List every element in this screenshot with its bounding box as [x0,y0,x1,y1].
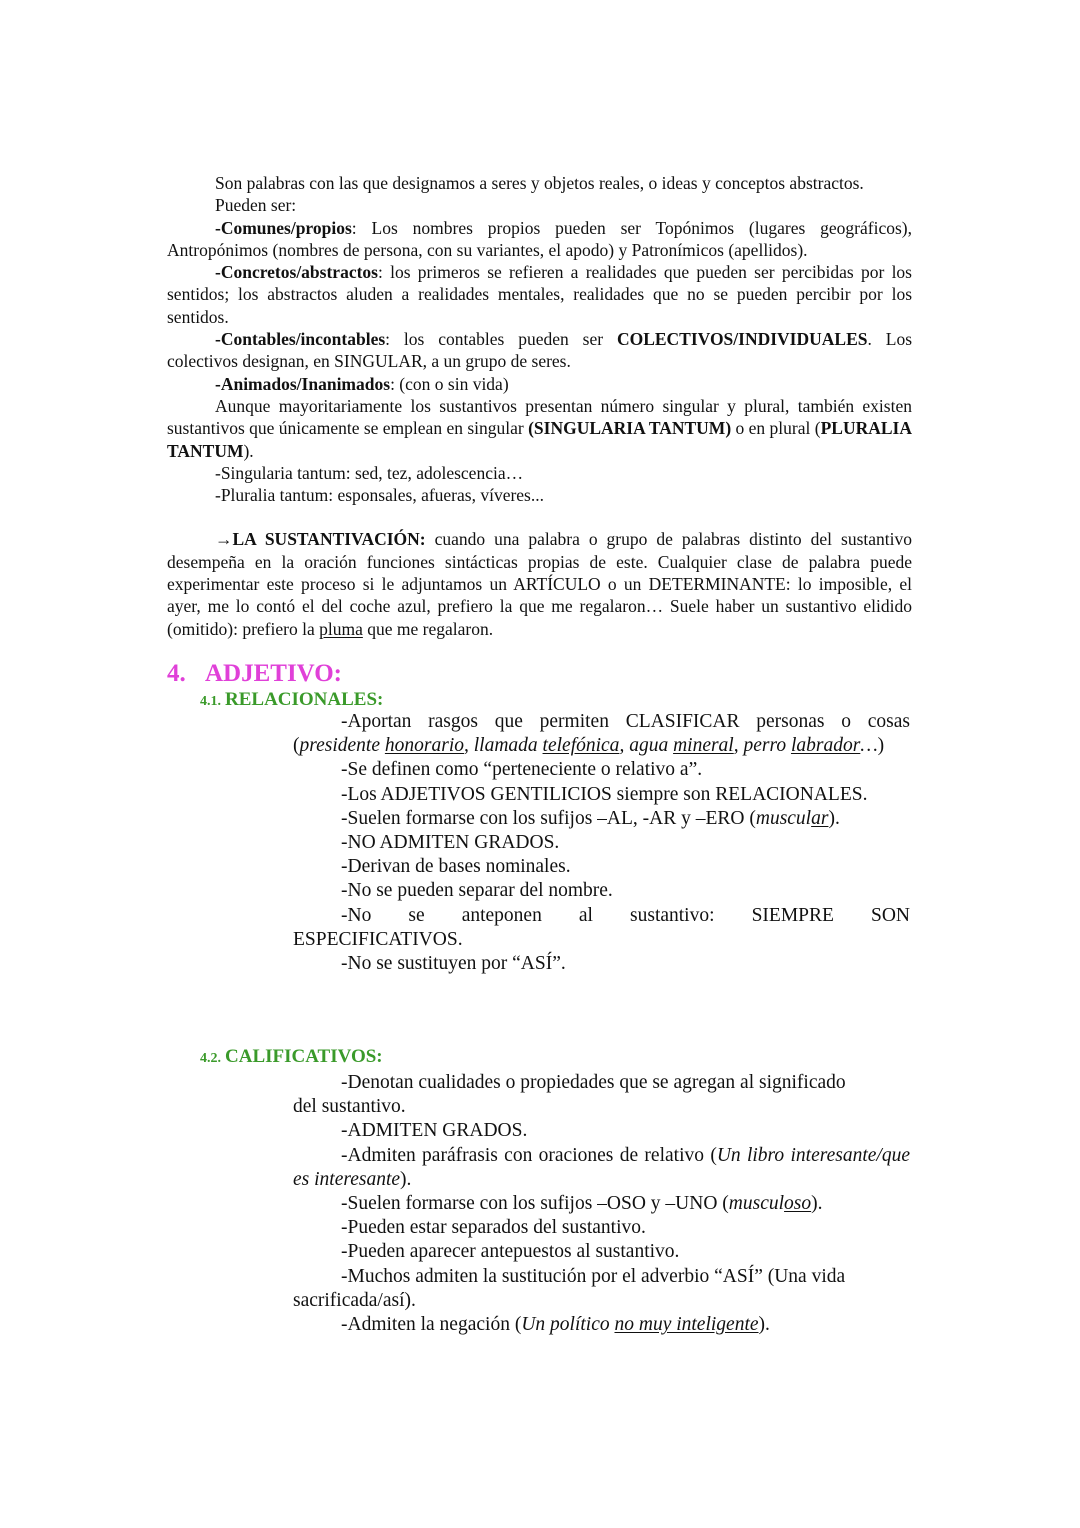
concretos-text: : los primeros se refieren a realidades que pueden ser percibidas por los sentidos; los abstractos aluden a realidades mentales, realidades que no se pueden percibir por los sentidos. [167,262,912,327]
sustantivacion-paragraph [167,528,912,639]
item-text: -Admiten paráfrasis con oraciones de relativo ( [341,1144,717,1166]
comunes-label: -Comunes/propios [215,217,352,238]
relacionales-item-6: -Derivan de bases nominales. [341,856,571,878]
calificativos-list [293,1071,910,1337]
example [756,808,829,829]
example: Un libro interesante/que es interesante [293,1144,910,1190]
example-text: Un político [521,1314,615,1336]
relacionales-heading [200,689,383,711]
calificativos-item-3 [293,1144,910,1192]
example-text: , agua [619,735,674,757]
contables-label: -Contables/incontables [215,329,386,350]
relacionales-item-9: -No se sustituyen por “ASÍ”. [341,953,566,975]
example-text: , llamada [464,735,543,757]
example-underlined: no muy inteligente [614,1314,759,1336]
item-text: -Suelen formarse con los sufijos –OSO y –UNO ( [341,1193,729,1215]
item-text: ). [758,1314,770,1336]
example [729,1193,811,1214]
adjetivo-heading [167,660,342,688]
calificativos-item-6: -Pueden aparecer antepuestos al sustantivo. [341,1241,680,1263]
calificativos-item-2: -ADMITEN GRADOS. [341,1120,528,1142]
relacionales-item-3: -Los ADJETIVOS GENTILICIOS siempre son RELACIONALES. [341,783,868,805]
example [521,1314,758,1335]
pluralia-line: -Pluralia tantum: esponsales, afueras, víveres... [215,485,544,506]
contables-paragraph [167,328,912,373]
numero-text-3: ). [243,440,254,461]
item-text: ). [400,1168,412,1190]
adjetivo-number: 4. [167,660,186,687]
example-underlined: ar [811,807,829,829]
intro-line-2: Pueden ser: [215,195,297,216]
calificativos-item-7b: sacrificada/así). [293,1289,416,1311]
example-text: , perro [733,735,791,757]
example-underlined: honorario [384,735,464,757]
item-text: ). [828,807,840,829]
contables-text-2: . Los colectivos designan, en SINGULAR, a un grupo de seres. [167,329,913,372]
concretos-paragraph [167,261,912,328]
calificativos-item-4 [293,1192,910,1216]
relacionales-item-8a: -No se anteponen al sustantivo: SIEMPRE SON [341,904,910,926]
calificativos-item-1a: -Denotan cualidades o propiedades que se agregan al significado [341,1072,846,1093]
calificativos-item-7a: -Muchos admiten la sustitución por el adverbio “ASÍ” (Una vida [341,1265,846,1287]
animados-label: -Animados/Inanimados [215,373,391,394]
relacionales-title: RELACIONALES: [225,689,384,710]
contables-text-1: : los contables pueden ser [385,329,617,350]
calificativos-heading [200,1046,383,1068]
numero-paragraph [167,395,912,462]
contables-bold: COLECTIVOS/INDIVIDUALES [616,329,868,350]
example-text: presidente [299,735,385,757]
example-underlined: labrador [790,735,861,757]
sustantivacion-text-2: que me regalaron. [362,618,494,639]
relacionales-number: 4.1. [200,694,221,709]
calificativos-item-5: -Pueden estar separados del sustantivo. [341,1217,646,1239]
relacionales-item-2: -Se definen como “perteneciente o relativo a”. [341,759,703,781]
item-text: ) [877,735,885,757]
sustantivacion-title: LA SUSTANTIVACIÓN: [232,529,426,550]
relacionales-item-1 [293,710,910,758]
sustantivo-section [167,172,912,640]
calificativos-item-1b: del sustantivo. [293,1096,406,1118]
relacionales-item-7: -No se pueden separar del nombre. [341,880,613,902]
relacionales-item-5: -NO ADMITEN GRADOS. [341,832,560,854]
numero-text-2: o en plural ( [731,418,821,439]
relacionales-item-4 [293,807,910,831]
singularia-tantum-bold: (SINGULARIA TANTUM) [528,418,732,439]
concretos-label: -Concretos/abstractos [215,262,378,283]
calificativos-item-8 [293,1313,910,1337]
example-text: muscul [728,1193,785,1215]
example-text: muscul [755,807,812,829]
calificativos-title: CALIFICATIVOS: [225,1046,383,1067]
example-text: … [860,735,878,757]
comunes-text: : Los nombres propios pueden ser Topónimos (lugares geográficos), Antropónimos (nombres de persona, con su variantes, el apodo) y Patronímicos (apellidos). [167,217,912,260]
example-underlined: oso [784,1193,812,1215]
example-underlined: mineral [673,735,734,757]
sustantivacion-text-1: cuando una palabra o grupo de palabras distinto del sustantivo desempeña en la oración funciones sintácticas propias de este. Cualquier clase de palabra puede experimentar este proceso si le adjuntamos un ARTÍCULO o un DETERMINANTE: lo imposible, el ayer, me lo contó el del coche azul, prefiero la que me regalaron… Suele haber un sustantivo elidido (omitido): prefiero la [167,529,912,639]
item-text: -Aportan rasgos que permiten CLASIFICAR personas o cosas ( [293,711,910,757]
arrow-icon: → [215,529,233,550]
comunes-paragraph [167,217,912,262]
item-text: -Suelen formarse con los sufijos –AL, -AR y –ERO ( [341,807,756,829]
pluralia-tantum-bold: PLURALIA TANTUM [167,418,912,461]
example-underlined: telefónica [542,735,620,757]
adjetivo-title: ADJETIVO: [205,660,343,687]
relacionales-item-8b: ESPECIFICATIVOS. [293,928,463,950]
sustantivacion-underlined: pluma [319,618,363,639]
item-text: ). [811,1193,823,1215]
relacionales-list [293,710,910,976]
calificativos-number: 4.2. [200,1051,221,1066]
intro-line: Son palabras con las que designamos a seres y objetos reales, o ideas y conceptos abstractos. [215,173,864,193]
numero-text-1: Aunque mayoritariamente los sustantivos presentan número singular y plural, también existen sustantivos que únicamente se emplean en singular [167,395,912,439]
examples [300,735,878,756]
item-text: -Admiten la negación ( [341,1314,522,1336]
animados-text: : (con o sin vida) [390,373,509,394]
singularia-line: -Singularia tantum: sed, tez, adolescencia… [215,462,524,483]
animados-paragraph [167,373,912,395]
